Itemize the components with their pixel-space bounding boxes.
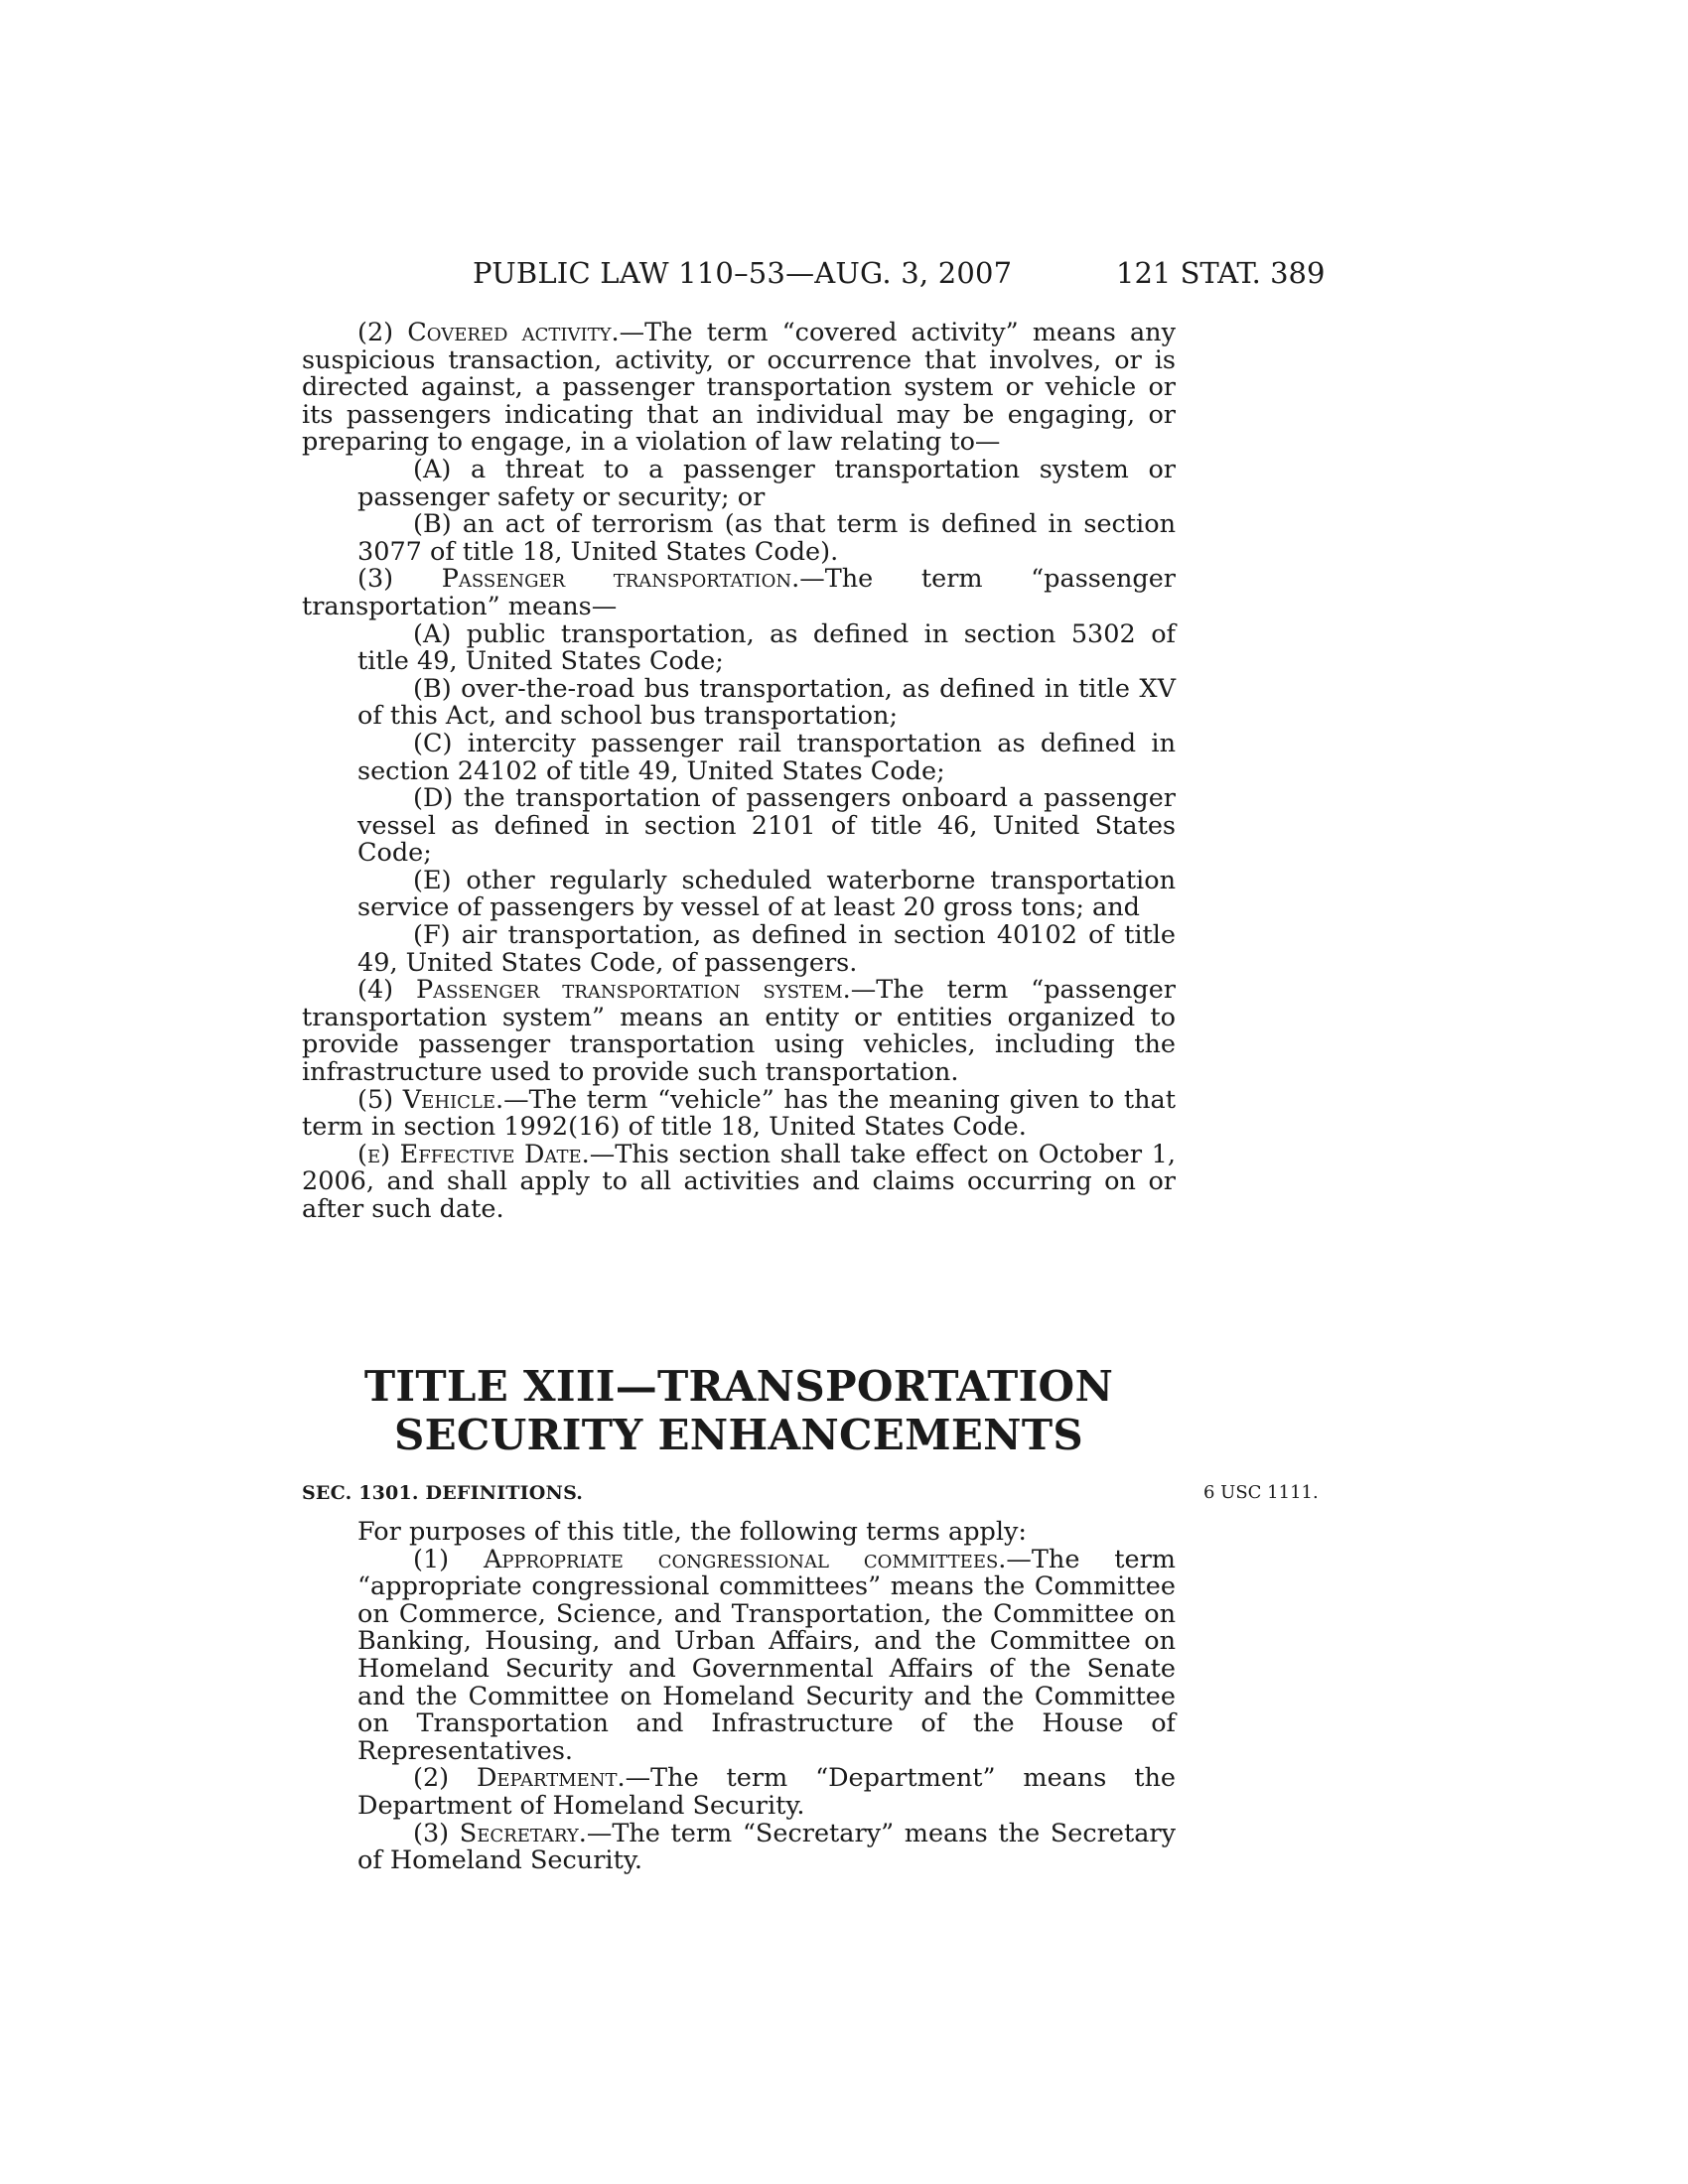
term-text: —The term “Department” means the Department of Homeland Security. [357,1763,1176,1821]
term-label: (3) Passenger transportation. [357,564,800,595]
paragraph-vehicle [302,1084,1176,1143]
term-text: —The term “covered activity” means any suspicious transaction, activity, or occurrence that involves, or is directed against, a passenger transportation system or vehicle or its passengers indicating that an individual may be engaging, or preparing to engage, in a violation of law relating to— [302,318,1176,458]
term-text: —The term “passenger transportation system” means an entity or entities organized to provide passenger transportation using vehicles, including the infrastructure used to provide such transportation. [302,975,1176,1088]
usc-margin-note: 6 USC 1111. [1203,1482,1319,1503]
term-text: —The term “passenger transportation” means— [302,564,1176,621]
term-text: —The term “appropriate congressional committees” means the Committee on Commerce, Science, and Transportation, the Committee on Banking, Housing, and Urban Affairs, and the Committee on Homeland Security and Governmental Affairs of the Senate and the Committee on Homeland Security and the Committee on Transportation and Infrastructure of the House of Representatives. [357,1544,1176,1766]
term-label: (5) Vehicle. [357,1084,504,1115]
definition-secretary [302,1818,1176,1876]
term-text: —The term “Secretary” means the Secretary of Homeland Security. [357,1818,1176,1876]
definitions-continued [302,320,1176,1224]
term-label: (3) Secretary. [413,1818,587,1848]
paragraph-passenger-transportation-system [302,977,1176,1086]
subparagraph-f: (F) air transportation, as defined in section 40102 of title 49, United States Code, of passengers. [357,920,1176,978]
running-header-stat-page: 121 STAT. 389 [1116,256,1326,290]
term-label: (2) Covered activity. [357,318,620,347]
subparagraph-c: (C) intercity passenger rail transportation as defined in section 24102 of title 49, United States Code; [357,728,1176,786]
running-header-law: PUBLIC LAW 110–53—AUG. 3, 2007 [473,256,1013,290]
title-line-2: SECURITY ENHANCEMENTS [393,1411,1084,1459]
subparagraph-b: (B) an act of terrorism (as that term is defined in section 3077 of title 18, United States Code). [357,509,1176,567]
paragraph-passenger-transportation [302,566,1176,620]
section-1301-body [302,1519,1176,1875]
subparagraph-e: (E) other regularly scheduled waterborne transportation service of passengers by vessel of at least 20 gross tons; and [357,865,1176,923]
term-text: —The term “vehicle” has the meaning given to that term in section 1992(16) of title 18, United States Code. [302,1084,1176,1143]
term-label: (e) Effective Date. [357,1139,590,1169]
title-line-1: TITLE XIII—TRANSPORTATION [363,1362,1114,1411]
term-label: (1) Appropriate congressional committees. [413,1544,1007,1574]
term-text: —This section shall take effect on October 1, 2006, and shall apply to all activities and claims occurring on or after such date. [302,1139,1177,1224]
definition-appropriate-committees [302,1544,1176,1766]
title-heading [302,1362,1176,1459]
subparagraph-d: (D) the transportation of passengers onboard a passenger vessel as defined in section 2101 of title 46, United States Code; [357,783,1176,869]
definition-department [302,1765,1176,1820]
subparagraph-a: (A) public transportation, as defined in section 5302 of title 49, United States Code; [357,618,1176,677]
section-intro: For purposes of this title, the following terms apply: [357,1517,1028,1547]
term-label: (2) Department. [413,1763,626,1794]
subparagraph-a: (A) a threat to a passenger transportation system or passenger safety or security; or [357,454,1176,512]
subparagraph-b: (B) over-the-road bus transportation, as defined in title XV of this Act, and school bus transportation; [357,673,1176,732]
section-heading: SEC. 1301. DEFINITIONS. [302,1482,584,1504]
subsection-effective-date [302,1139,1177,1224]
paragraph-covered-activity [302,320,1176,457]
term-label: (4) Passenger transportation system. [357,975,851,1006]
